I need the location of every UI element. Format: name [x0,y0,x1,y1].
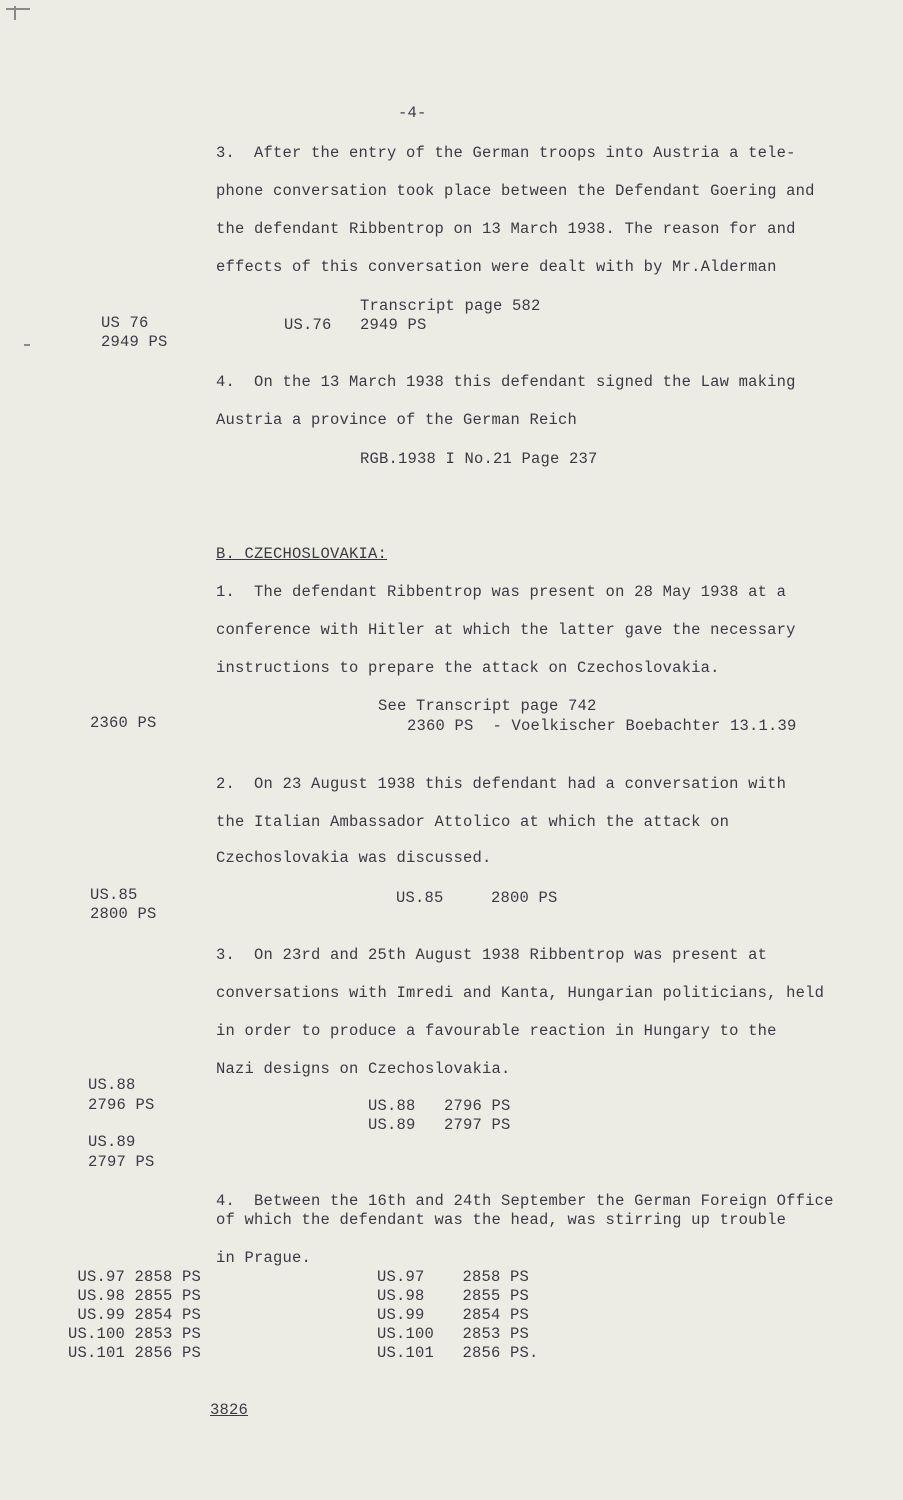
margin-note: US.89 [88,1133,136,1151]
reference-document: RGB.1938 I No.21 Page 237 [360,450,598,468]
margin-note: US 76 [101,314,149,332]
margin-note: US.100 2853 PS [68,1325,202,1343]
paragraph-a4-line: 4. On the 13 March 1938 this defendant signed the Law making [216,373,796,391]
reference-document: US.100 2853 PS [377,1325,530,1343]
reference-document: US.88 2796 PS [368,1097,511,1115]
paragraph-a4-line: Austria a province of the German Reich [216,411,578,429]
reference-document: US.89 2797 PS [368,1116,511,1134]
footer-page-number: 3826 [210,1401,249,1419]
paragraph-b4-line: 4. Between the 16th and 24th September the German Foreign Office [216,1192,834,1210]
section-heading: B. CZECHOSLOVAKIA: [216,545,388,563]
scan-mark [6,8,30,10]
reference-document: 2360 PS - Voelkischer Boebachter 13.1.39 [407,717,797,735]
reference-document: US.99 2854 PS [377,1306,530,1324]
reference-transcript: See Transcript page 742 [378,697,597,715]
margin-note: US.98 2855 PS [68,1287,202,1305]
margin-note: US.88 [88,1076,136,1094]
margin-note: 2800 PS [90,905,157,923]
paragraph-a3-line: effects of this conversation were dealt with by Mr.Alderman [216,258,777,276]
scan-mark [24,344,30,346]
paragraph-b3-line: in order to produce a favourable reaction in Hungary to the [216,1022,777,1040]
paragraph-b1-line: instructions to prepare the attack on Czechoslovakia. [216,659,720,677]
paragraph-b2-line: 2. On 23 August 1938 this defendant had a conversation with [216,775,787,793]
reference-document: US.97 2858 PS [377,1268,530,1286]
margin-note: 2360 PS [90,714,157,732]
margin-note: 2796 PS [88,1096,155,1114]
paragraph-b4-line: in Prague. [216,1249,312,1267]
reference-document: US.98 2855 PS [377,1287,530,1305]
margin-note: US.85 [90,886,138,904]
reference-document: US.76 2949 PS [284,316,427,334]
reference-transcript: Transcript page 582 [360,297,541,315]
paragraph-b3-line: conversations with Imredi and Kanta, Hungarian politicians, held [216,984,825,1002]
paragraph-b4-line: of which the defendant was the head, was stirring up trouble [216,1211,787,1229]
margin-note: US.101 2856 PS [68,1344,202,1362]
margin-note: 2797 PS [88,1153,155,1171]
paragraph-b1-line: 1. The defendant Ribbentrop was present on 28 May 1938 at a [216,583,787,601]
paragraph-b3-line: Nazi designs on Czechoslovakia. [216,1060,511,1078]
scan-mark [14,6,16,20]
paragraph-a3-line: phone conversation took place between the Defendant Goering and [216,182,815,200]
page-number: -4- [398,104,427,122]
paragraph-b2-line: Czechoslovakia was discussed. [216,849,492,867]
margin-note: US.99 2854 PS [68,1306,202,1324]
paragraph-a3-line: the defendant Ribbentrop on 13 March 1938. The reason for and [216,220,796,238]
paragraph-b1-line: conference with Hitler at which the latter gave the necessary [216,621,796,639]
margin-note: 2949 PS [101,333,168,351]
reference-document: US.101 2856 PS. [377,1344,539,1362]
reference-document: US.85 2800 PS [396,889,558,907]
paragraph-b2-line: the Italian Ambassador Attolico at which the attack on [216,813,730,831]
paragraph-a3-line: 3. After the entry of the German troops into Austria a tele- [216,144,796,162]
paragraph-b3-line: 3. On 23rd and 25th August 1938 Ribbentrop was present at [216,946,768,964]
margin-note: US.97 2858 PS [68,1268,202,1286]
